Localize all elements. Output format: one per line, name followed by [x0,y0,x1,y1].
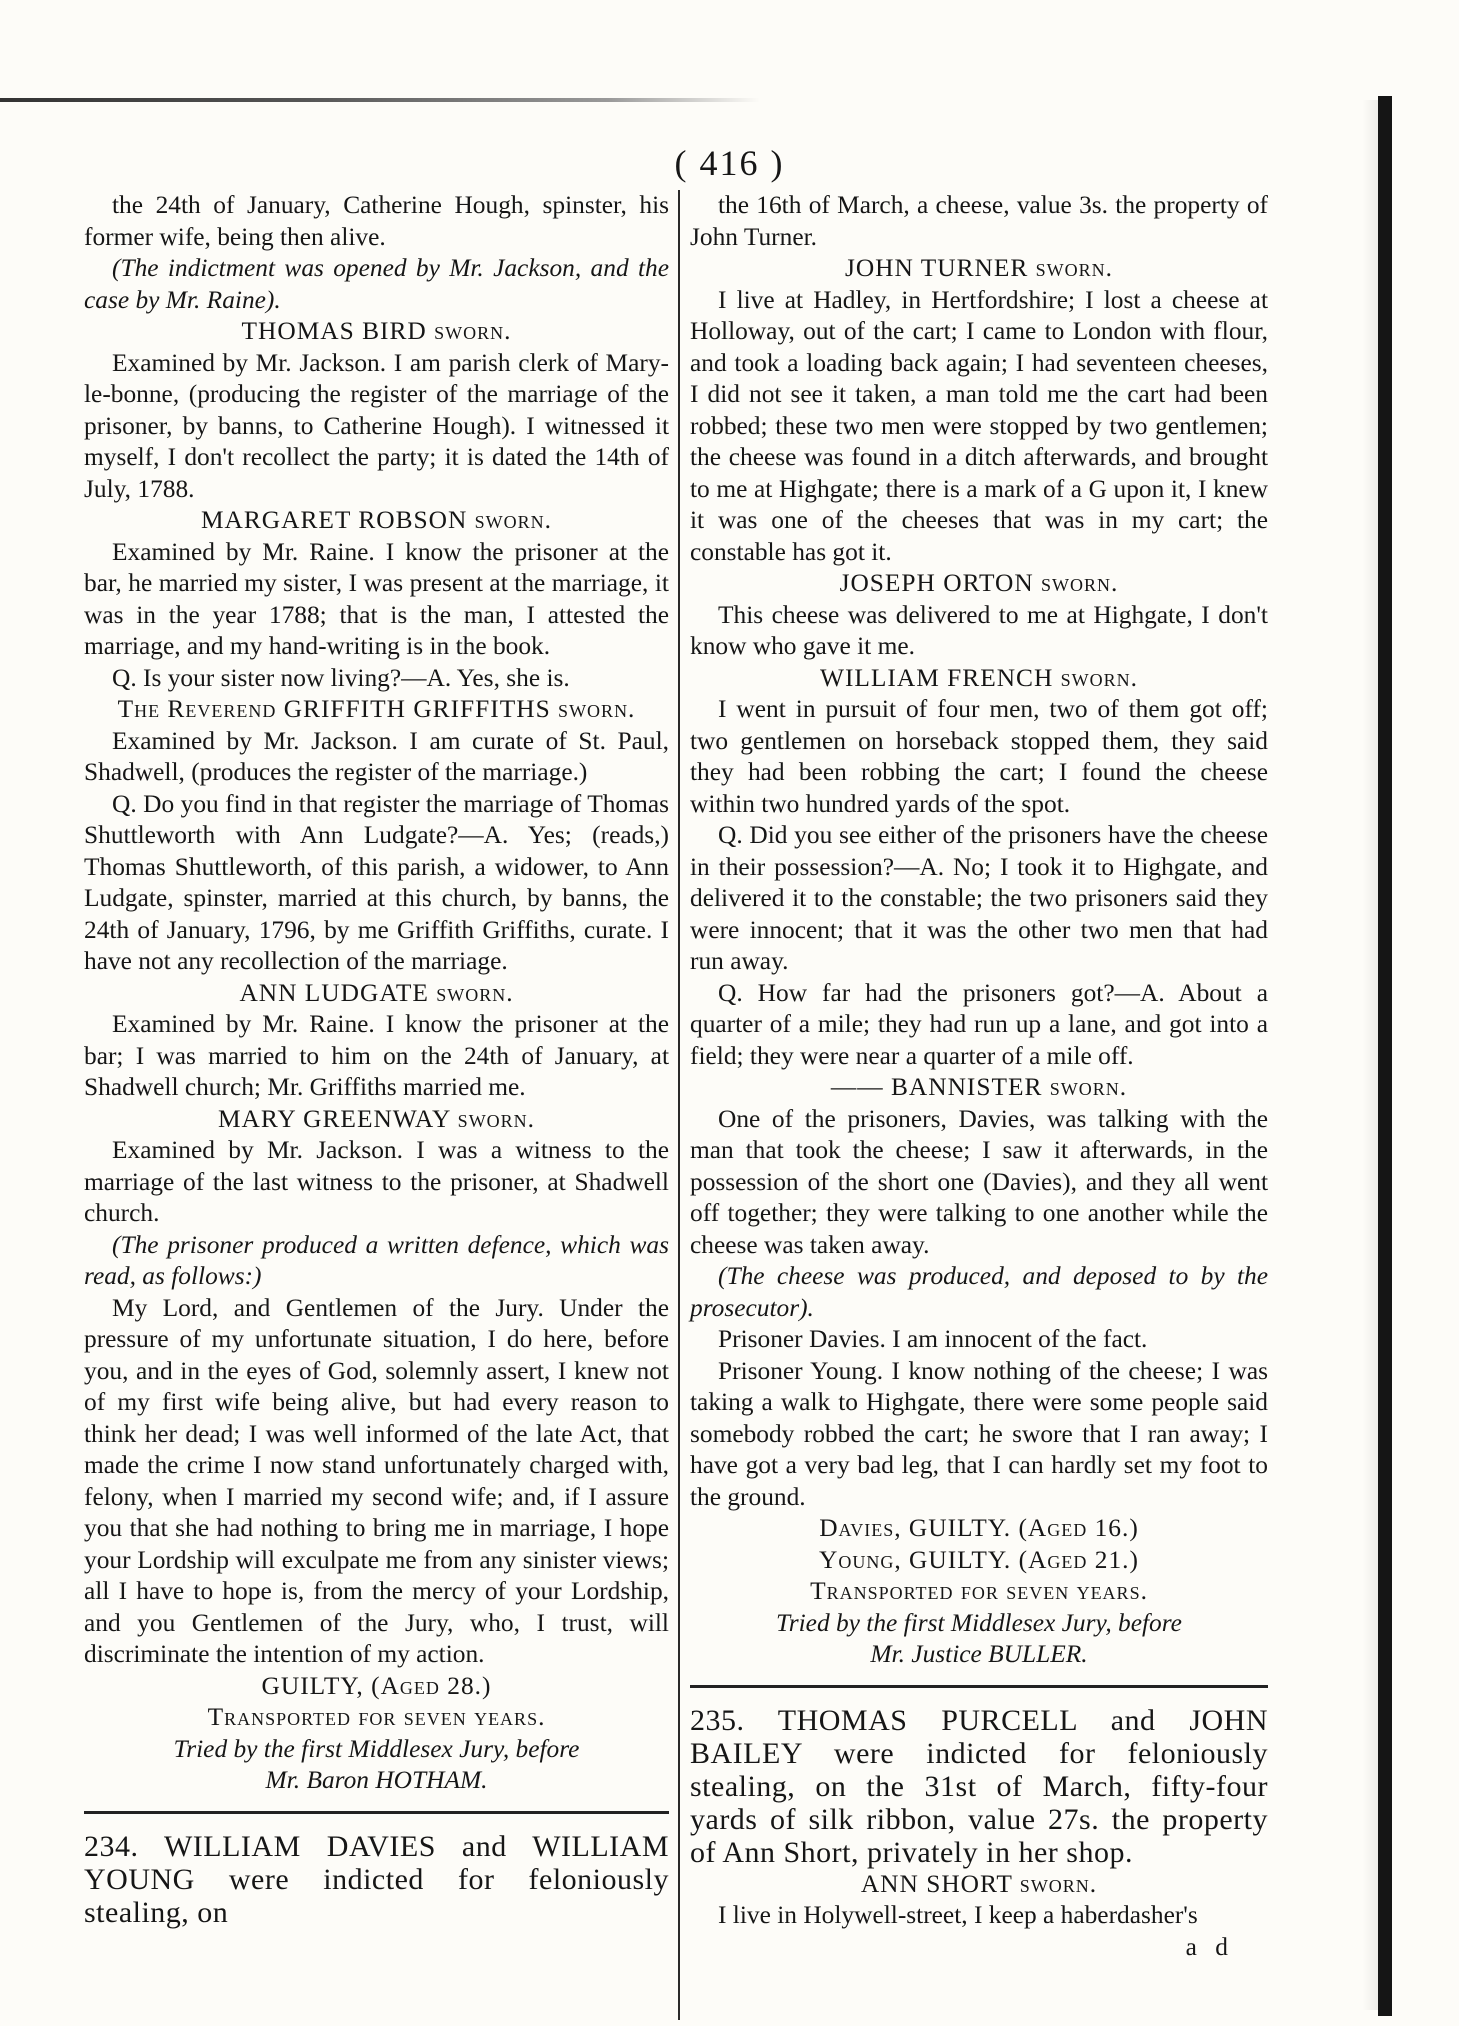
witness-heading: ANN SHORT sworn. [860,1869,1098,1898]
witness-heading: THOMAS BIRD sworn. [241,317,512,345]
body-paragraph: I live in Holywell-street, I keep a haberdasher's [718,1901,1198,1929]
body-paragraph: I went in pursuit of four men, two of them got off; two gentlemen on horseback stopped them, they said they had been robbing the cart; I found the cheese within two hundred yards of the spot. [690,695,1268,818]
body-paragraph: I live at Hadley, in Hertfordshire; I lost a cheese at Holloway, out of the cart; I came to London with flour, and took a loading back again; I had seventeen cheeses, I did not see it taken, a man told me the cart had been robbed; these two men were stopped by two gentlemen; the cheese was found in a ditch afterwards, and brought to me at Highgate; there is a mark of a G upon it, I knew it was one of the cheeses that was in my cart; the constable has got it. [690,285,1268,566]
case-heading: 234. WILLIAM DAVIES and WILLIAM YOUNG were indicted for feloniously stealing, on [84,1829,669,1929]
witness-heading: Transported for seven years. [207,1703,546,1731]
top-rule [0,98,760,102]
witness-heading: GUILTY, (Aged 28.) [261,1671,492,1700]
witness-heading: WILLIAM FRENCH sworn. [819,663,1139,692]
body-paragraph: the 24th of January, Catherine Hough, spinster, his former wife, being then alive. [84,191,669,251]
column-divider [678,190,680,2020]
section-rule [690,1685,1268,1688]
witness-heading: Young, GUILTY. (Aged 21.) [819,1545,1139,1574]
witness-heading: JOSEPH ORTON sworn. [839,569,1119,597]
case-heading: 235. THOMAS PURCELL and JOHN BAILEY were indicted for feloniously stealing, on the 31st of March, fifty-four yards of silk ribbon, value 27s. the property of Ann Short, privately in her shop. [690,1703,1268,1869]
right-column [690,190,1268,1963]
witness-heading: Transported for seven years. [810,1577,1148,1605]
italic-note: (The cheese was produced, and deposed to by the prosecutor). [690,1262,1268,1322]
witness-heading: JOHN TURNER sworn. [844,254,1114,282]
page-spine [1378,96,1392,2016]
body-paragraph: Prisoner Davies. I am innocent of the fact. [718,1325,1148,1353]
body-paragraph: My Lord, and Gentlemen of the Jury. Under the pressure of my unfortunate situation, I do here, before you, and in the eyes of God, solemnly assert, I knew not of my first wife being alive, but had every reason to think her dead; I was well informed of the late Act, that made the crime I now stand unfortunately charged with, felony, when I married my second wife; and, if I assure you that she had nothing to bring me in marriage, I hope your Lordship will exculpate me from any sinister views; all I have to hope is, from the mercy of your Lordship, and you Gentlemen of the Jury, who, I trust, will discriminate the intention of my action. [84,1293,669,1668]
witness-heading: —— BANNISTER sworn. [830,1073,1128,1101]
court-note: Mr. Justice BULLER. [870,1640,1088,1668]
body-paragraph: Q. Did you see either of the prisoners have the cheese in their possession?—A. No; I took it to Highgate, and delivered it to the constable; the two prisoners said they were innocent; that it was the other two men that had run away. [690,821,1268,975]
body-paragraph: the 16th of March, a cheese, value 3s. the property of John Turner. [690,191,1268,251]
court-note: Mr. Baron HOTHAM. [265,1766,488,1794]
catchword: a d [1185,1932,1234,1961]
witness-heading: The Reverend GRIFFITH GRIFFITHS sworn. [117,695,636,723]
body-paragraph: Examined by Mr. Jackson. I was a witness to the marriage of the last witness to the prisoner, at Shadwell church. [84,1136,669,1227]
witness-heading: MARY GREENWAY sworn. [217,1104,536,1133]
body-paragraph: Examined by Mr. Jackson. I am parish clerk of Mary-le-bonne, (producing the register of the marriage of the prisoner, by banns, to Catherine Hough). I witnessed it myself, I don't recollect the party; it is dated the 14th of July, 1788. [84,348,669,503]
witness-heading: Davies, GUILTY. (Aged 16.) [819,1514,1139,1542]
body-paragraph: Examined by Mr. Raine. I know the prisoner at the bar, he married my sister, I was present at the marriage, it was in the year 1788; that is the man, I attested the marriage, and my hand-writing is in the book. [84,537,669,660]
body-paragraph: Q. How far had the prisoners got?—A. About a quarter of a mile; they had run up a lane, and got into a field; they were near a quarter of a mile off. [690,978,1268,1070]
body-paragraph: Examined by Mr. Jackson. I am curate of St. Paul, Shadwell, (produces the register of the marriage.) [84,726,669,786]
body-paragraph: Q. Do you find in that register the marriage of Thomas Shuttleworth with Ann Ludgate?—A. Yes; (reads,) Thomas Shuttleworth, of this parish, a widower, to Ann Ludgate, spinster, married at this church, by banns, the 24th of January, 1796, by me Griffith Griffiths, curate. I have not any recollection of the marriage. [84,789,669,975]
witness-heading: ANN LUDGATE sworn. [239,978,514,1007]
witness-heading: MARGARET ROBSON sworn. [200,506,553,534]
italic-note: (The prisoner produced a written defence, which was read, as follows:) [84,1230,669,1290]
body-paragraph: Q. Is your sister now living?—A. Yes, she is. [112,663,570,692]
left-column [84,190,669,1929]
section-rule [84,1811,669,1814]
body-paragraph: Examined by Mr. Raine. I know the prisoner at the bar; I was married to him on the 24th of January, at Shadwell church; Mr. Griffiths married me. [84,1010,669,1101]
italic-note: (The indictment was opened by Mr. Jackson, and the case by Mr. Raine). [84,254,669,314]
court-note: Tried by the first Middlesex Jury, before [776,1608,1182,1637]
court-note: Tried by the first Middlesex Jury, before [173,1734,580,1763]
page-number: ( 416 ) [674,143,785,183]
body-paragraph: This cheese was delivered to me at Highgate, I don't know who gave it me. [690,600,1268,660]
body-paragraph: One of the prisoners, Davies, was talking with the man that took the cheese; I saw it afterwards, in the possession of the short one (Davies), and they all went off together; they were talking to one another while the cheese was taken away. [690,1104,1268,1259]
body-paragraph: Prisoner Young. I know nothing of the cheese; I was taking a walk to Highgate, there were some people said somebody robbed the cart; he swore that I ran away; I have got a very bad leg, that I can hardly set my foot to the ground. [690,1356,1268,1511]
